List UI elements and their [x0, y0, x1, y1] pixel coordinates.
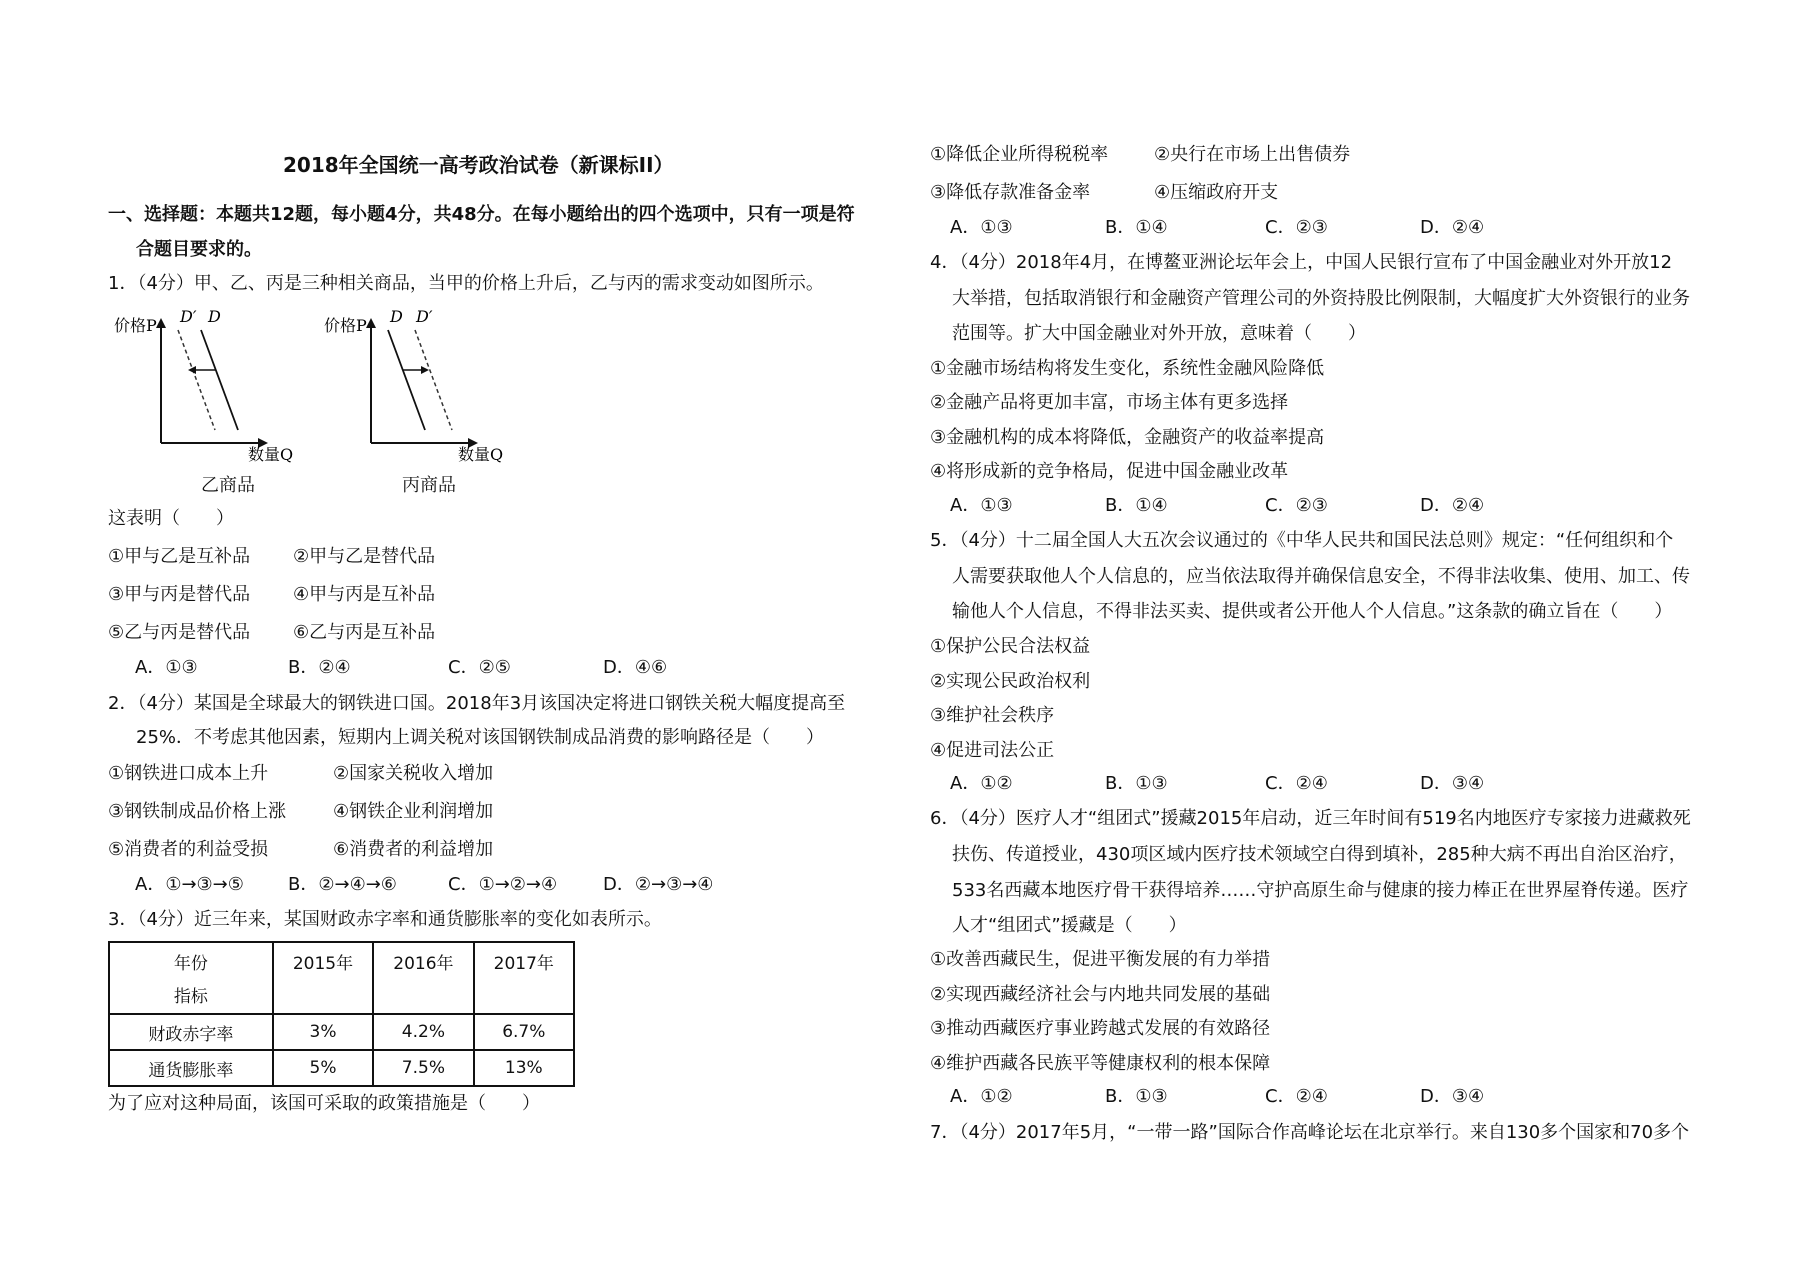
q5-option-a[interactable]: A．①②: [950, 773, 1013, 794]
q3-option-b[interactable]: B．①④: [1105, 217, 1168, 238]
table-row-label: 通货膨胀率: [109, 1050, 273, 1086]
q2-item: ⑤消费者的利益受损: [108, 839, 269, 860]
q5-item: ②实现公民政治权利: [930, 671, 1091, 692]
q1-item: ④甲与丙是互补品: [293, 584, 436, 605]
table-corner-top: 年份: [173, 954, 208, 974]
q2-item: ②国家关税收入增加: [333, 763, 494, 784]
q6-option-d[interactable]: D．③④: [1420, 1086, 1485, 1107]
q4-option-b[interactable]: B．①④: [1105, 495, 1168, 516]
q3-item: ①降低企业所得税税率: [930, 144, 1109, 165]
graph-b-curve-shifted: [178, 330, 215, 430]
graph-b-label-shifted: D′: [180, 307, 197, 326]
table-cell: 13%: [474, 1050, 574, 1086]
q1-stem: 1．（4分）甲、乙、丙是三种相关商品，当甲的价格上升后，乙与丙的需求变动如图所示。: [108, 273, 824, 294]
table-row: [109, 1050, 574, 1086]
section-heading: 一、选择题：本题共12题，每小题4分，共48分。在每小题给出的四个选项中，只有一项是符: [108, 204, 855, 225]
q2-stem-cont: 25%．不考虑其他因素，短期内上调关税对该国钢铁制成品消费的影响路径是（ ）: [136, 727, 825, 748]
q4-stem-cont: 大举措，包括取消银行和金融资产管理公司的外资持股比例限制，大幅度扩大外资银行的业务: [952, 288, 1690, 309]
graph-b-xlabel: 数量Q: [248, 445, 294, 464]
table-cell: 7.5%: [373, 1050, 473, 1086]
table-year-header: 2016年: [373, 942, 473, 1014]
graph-b-shift-arrowhead: [188, 366, 196, 374]
q1-option-a[interactable]: A．①③: [135, 657, 198, 678]
q6-stem-cont: 533名西藏本地医疗骨干获得培养……守护高原生命与健康的接力棒正在世界屋脊传递。医疗: [952, 880, 1689, 901]
graph-b-y-arrow: [156, 318, 166, 328]
graph-c-curve-shifted: [415, 330, 452, 430]
q3-question: 为了应对这种局面，该国可采取的政策措施是（ ）: [108, 1093, 540, 1114]
q5-stem-cont: 输他人个人信息，不得非法买卖、提供或者公开他人个人信息。”这条款的确立旨在（ ）: [952, 601, 1673, 622]
q3-data-table: [108, 941, 575, 1087]
graph-c-label-original: D: [390, 307, 403, 326]
table-year-header: 2015年: [273, 942, 373, 1014]
q5-stem-cont: 人需要获取他人个人信息的，应当依法取得并确保信息安全，不得非法收集、使用、加工、传: [952, 566, 1690, 587]
graph-b-caption: 乙商品: [201, 475, 255, 496]
q5-option-c[interactable]: C．②④: [1265, 773, 1328, 794]
q4-item: ①金融市场结构将发生变化，系统性金融风险降低: [930, 358, 1325, 379]
q4-option-a[interactable]: A．①③: [950, 495, 1013, 516]
section-heading-cont: 合题目要求的。: [136, 239, 262, 260]
graph-c-label-shifted: D′: [416, 307, 433, 326]
q6-option-a[interactable]: A．①②: [950, 1086, 1013, 1107]
graph-c-curve-original: [388, 330, 425, 430]
q1-option-c[interactable]: C．②⑤: [448, 657, 511, 678]
q4-stem: 4．（4分）2018年4月，在博鳌亚洲论坛年会上，中国人民银行宣布了中国金融业对外开放12: [930, 252, 1673, 273]
q3-option-c[interactable]: C．②③: [1265, 217, 1328, 238]
table-corner-cell: [109, 942, 273, 1014]
table-cell: 6.7%: [474, 1014, 574, 1050]
q4-item: ③金融机构的成本将降低，金融资产的收益率提高: [930, 427, 1325, 448]
table-year-header: 2017年: [474, 942, 574, 1014]
graph-b-ylabel: 价格P: [114, 316, 157, 335]
q6-option-c[interactable]: C．②④: [1265, 1086, 1328, 1107]
q6-stem-cont: 扶伤、传道授业，430项区域内医疗技术领域空白得到填补，285种大病不再出自治区治疗，: [952, 844, 1687, 865]
q1-item: ①甲与乙是互补品: [108, 546, 251, 567]
table-cell: 3%: [273, 1014, 373, 1050]
q3-stem: 3．（4分）近三年来，某国财政赤字率和通货膨胀率的变化如表所示。: [108, 909, 662, 930]
q5-option-d[interactable]: D．③④: [1420, 773, 1485, 794]
q7-stem: 7．（4分）2017年5月，“一带一路”国际合作高峰论坛在北京举行。来自130多个国家和70多个: [930, 1122, 1690, 1143]
q6-item: ①改善西藏民生，促进平衡发展的有力举措: [930, 949, 1271, 970]
q4-option-c[interactable]: C．②③: [1265, 495, 1328, 516]
q5-item: ①保护公民合法权益: [930, 636, 1091, 657]
paper-title: 2018年全国统一高考政治试卷（新课标II）: [283, 153, 674, 177]
q4-stem-cont: 范围等。扩大中国金融业对外开放，意味着（ ）: [952, 323, 1366, 344]
q2-item: ③钢铁制成品价格上涨: [108, 801, 287, 822]
q2-option-d[interactable]: D．②→③→④: [603, 874, 714, 895]
q6-item: ②实现西藏经济社会与内地共同发展的基础: [930, 984, 1271, 1005]
demand-graph-b: [108, 300, 308, 500]
q4-option-d[interactable]: D．②④: [1420, 495, 1485, 516]
q5-item: ④促进司法公正: [930, 740, 1055, 761]
graph-c-shift-arrowhead: [421, 366, 429, 374]
q6-stem: 6．（4分）医疗人才“组团式”援藏2015年启动，近三年时间有519名内地医疗专家接力进藏救死: [930, 808, 1691, 829]
q1-question: 这表明（ ）: [108, 508, 234, 529]
q2-item: ①钢铁进口成本上升: [108, 763, 269, 784]
q4-item: ②金融产品将更加丰富，市场主体有更多选择: [930, 392, 1289, 413]
graph-c-caption: 丙商品: [402, 475, 456, 496]
q5-item: ③维护社会秩序: [930, 705, 1055, 726]
q5-stem: 5．（4分）十二届全国人大五次会议通过的《中华人民共和国民法总则》规定：“任何组织和个: [930, 530, 1674, 551]
table-cell: 5%: [273, 1050, 373, 1086]
q1-item: ②甲与乙是替代品: [293, 546, 436, 567]
q2-option-a[interactable]: A．①→③→⑤: [135, 874, 244, 895]
graph-c-xlabel: 数量Q: [458, 445, 504, 464]
q3-option-d[interactable]: D．②④: [1420, 217, 1485, 238]
q5-option-b[interactable]: B．①③: [1105, 773, 1168, 794]
q3-item: ③降低存款准备金率: [930, 182, 1091, 203]
table-row: [109, 1014, 574, 1050]
q2-option-c[interactable]: C．①→②→④: [448, 874, 558, 895]
q1-item: ⑤乙与丙是替代品: [108, 622, 251, 643]
q1-item: ③甲与丙是替代品: [108, 584, 251, 605]
graph-b-label-original: D: [208, 307, 221, 326]
q3-option-a[interactable]: A．①③: [950, 217, 1013, 238]
q2-stem: 2．（4分）某国是全球最大的钢铁进口国。2018年3月该国决定将进口钢铁关税大幅度提高至: [108, 693, 846, 714]
demand-graph-c: [318, 300, 518, 500]
q3-item: ②央行在市场上出售债券: [1154, 144, 1351, 165]
q3-item: ④压缩政府开支: [1154, 182, 1279, 203]
q1-item: ⑥乙与丙是互补品: [293, 622, 436, 643]
q2-item: ④钢铁企业利润增加: [333, 801, 494, 822]
q6-item: ④维护西藏各民族平等健康权利的根本保障: [930, 1053, 1271, 1074]
q1-option-b[interactable]: B．②④: [288, 657, 351, 678]
q2-item: ⑥消费者的利益增加: [333, 839, 494, 860]
q4-item: ④将形成新的竞争格局，促进中国金融业改革: [930, 461, 1289, 482]
q6-option-b[interactable]: B．①③: [1105, 1086, 1168, 1107]
table-cell: 4.2%: [373, 1014, 473, 1050]
graph-c-y-arrow: [366, 318, 376, 328]
graph-c-ylabel: 价格P: [324, 316, 367, 335]
table-row-label: 财政赤字率: [109, 1014, 273, 1050]
q6-item: ③推动西藏医疗事业跨越式发展的有效路径: [930, 1018, 1271, 1039]
graph-b-curve-original: [201, 330, 238, 430]
q1-option-d[interactable]: D．④⑥: [603, 657, 668, 678]
q2-option-b[interactable]: B．②→④→⑥: [288, 874, 397, 895]
table-corner-bottom: 指标: [173, 987, 208, 1007]
q6-stem-cont: 人才“组团式”援藏是（ ）: [952, 915, 1187, 936]
